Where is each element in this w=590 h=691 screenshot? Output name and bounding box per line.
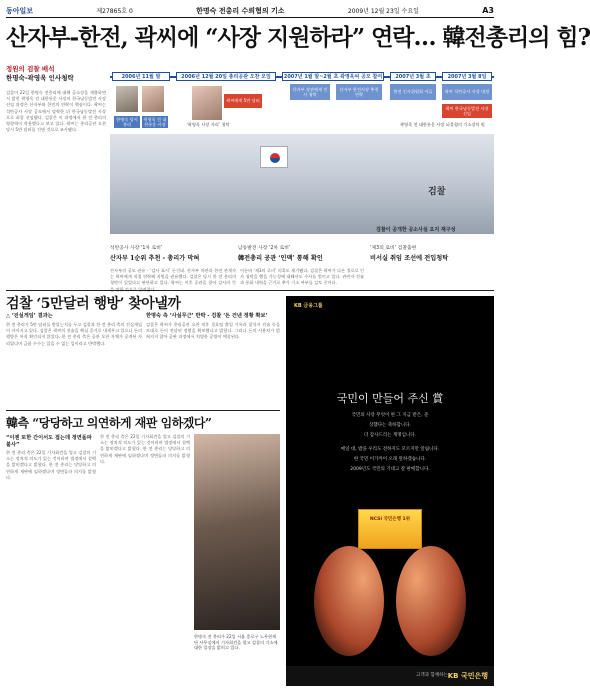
sidebox [6,64,106,86]
section3-headline: 韓측 “당당하고 의연하게 재판 임하겠다” [6,416,212,430]
timeline-note-luncheon: ‘곽영욱 사장 자리’ 청탁 [186,122,230,127]
masthead [6,4,494,18]
ad-footer-brand: KB 국민은행 [447,672,488,680]
section3-body-2: 한 전 총리 측은 22일 기자회견을 열고 검찰의 기소는 정치적 의도가 있는 것이라며 법정에서 결백을 밝히겠다고 밝혔다. 한 전 총리는 당당하고 의연하게 재판에 임하겠다며 정면돌파 의지를 밝혔다. [100,434,190,464]
timeline-box-r5: 곽씨 한국남동발전 사장 선임 [442,104,492,118]
subhead-2: 韓전총리 공관 ‘인맥’ 통해 확인 [238,255,323,262]
ad-award-panel [358,509,422,549]
press-conference-photo [194,434,280,630]
timeline-box-r3: 한전 인사위원회 서류 [390,84,436,100]
subhead-3: 비서실 취임 조선에 전입청탁 [370,255,449,262]
press-conference-caption: 한명숙 전 총리가 22일 서울 종로구 노무현재단 사무실에서 기자회견을 열고 검찰의 기소에 대한 입장을 밝히고 있다. [194,634,278,650]
section2-body-1: 한 전 총리가 5만 달러를 받았는지를 두고 검찰과 한 전 총리 측의 진실게임이 이어지고 있다. 검찰은 곽씨의 진술을 핵심 증거로 내세우고 있으나 돈의 행방은 아직 확인되지 않았다. 한 전 총리 측은 공관 오찬 자체가 공개된 자리였다며 금품 수수는 있을 수 없는 일이라고 반박했다. [6,322,142,346]
section3-body-1: 한 전 총리 측은 22일 기자회견을 열고 검찰의 기소는 정치적 의도가 있는 것이라며 법정에서 결백을 밝히겠다고 밝혔다. 한 전 총리는 당당하고 의연하게 재판에 임하겠다며 정면돌파 의지를 밝혔다. [6,450,96,480]
timeline-box-kwak: 곽영욱 전 대한통운 사장 [143,116,167,127]
photo-luncheon [192,86,222,120]
article-column-c: 이른바 ‘제3의 로비’ 의혹도 제기됐다. 검찰은 곽씨가 다른 경로로 인사 청탁을 했을 가능성에 대해서도 수사를 벌이고 있다. 관련자 진술과 통화 내역을 근거로 추가 기소 여부를 검토 중이다. [240,268,364,286]
ad-brand: KB 금융그룹 [294,303,323,309]
ad-hand-right [396,546,466,656]
subhead-2-kicker: 남동발전 사장 ‘2차 로비’ [238,246,291,251]
article-column-b: 산자부의 공모 권유 - ‘감사 표시’ 돈건네. 산자부 차관과 한전 관계자는 곽씨에게 직접 연락해 지원을 권유했다. 검찰은 당시 한 전 총리의 청탁이 있었다고 판단하고 있다. 곽씨는 이후 공관을 찾아 감사의 뜻 [110,268,236,286]
subhead-1-kicker: 석탄공사 사장 ‘1차 로비’ [110,246,163,251]
ad-copy-1: 국민의 사랑 무엇이 한 그 지금 받은, 준 [351,413,429,418]
timeline-box-han: 한명숙 당시 총리 [114,116,140,128]
photo-caption: 검찰이 공개한 공소사실 요지 재구성 [376,227,456,233]
ad-award-text: NCSI 국민은행 1위 [369,517,411,522]
ad-copy-2: 상했다는 축하합니다. [369,423,411,428]
ad-hand-left [314,546,384,656]
prosecutor-building-photo [110,134,494,234]
article-column-a: 검찰이 22일 한명숙 전총리에 대해 공소장을 제출하면서 밝힌 곽영욱 전 대한통운 사장의 한국남동발전 사장 선임 과정은 산자부와 한전의 연락이 핵심이다. 곽씨는 석탄공사 사장 공모에서 탈락한 뒤 한국남동발전 사장으로 최종 선임됐다. 검찰은 이 과정에서 한 전 총리의 영향력이 작용했다고 보고 있다. 곽씨는 총리공관 오찬 당시 5만 달러를 건넨 것으로 조사됐다. [6,90,106,133]
section2-headline: 검찰 ‘5만달러 행방’ 찾아낼까 [6,296,181,312]
sidebox-deck: 한명숙-곽영욱 인사청탁 [6,74,74,82]
kb-advertisement[interactable] [286,296,494,686]
timeline-box-money: 곽씨에게 5만 달러 [224,94,262,108]
timeline-step-2: 2006년 12월 20일 총리공관 오찬 모임 [176,72,276,81]
ad-copy-5: 한 국민 이가까이 오래 말하겠습니다. [353,457,427,462]
section2-sub2: 한명숙 측 ‘사실무근’ 반박 - 검찰 ‘돈 건넨 정황 확보’ [146,313,268,319]
section-divider [6,290,494,291]
section-title: 한명숙 전총리 수뢰혐의 기소 [196,5,285,15]
sidebox-kicker: 정원의 검찰 배석 [6,65,55,73]
section3-sub: “이젠 또한 간이서도 접는데 정면돌파 불사” [6,435,92,448]
timeline-step-4: 2007년 3월 초 [390,72,436,81]
ad-copy-4: 매일 대, 밥을 우리도 전하지도 모르지만 알림니다. [340,447,440,452]
section-divider-2 [6,410,280,411]
page-number: A3 [482,6,494,15]
ad-footer [286,666,494,686]
timeline-step-1: 2006년 11월 말 [112,72,170,81]
portrait-han [116,86,138,112]
building-sign: 검찰 [428,187,446,197]
issue-date: 2009년 12월 23일 수요일 [347,8,419,15]
paper-logo: 동아일보 [6,6,34,15]
timeline-box-r1: 산자부 장관에게 인사 청탁 [290,84,330,100]
subheads-row [110,244,494,268]
timeline-box-r2: 산자부 한전사장 추천 연락 [336,84,382,100]
timeline-note-bottom: 곽영욱 전 대한통운 사장 뇌물혐의 기소장의 원 [400,122,485,127]
ad-copy-3: 더 감사드리는 계명입니다. [363,433,417,438]
ad-title: 국민이 만들어 주신 賞 [336,392,444,405]
ad-copy-6: 2009년도 국민의 기대고 잘 판매합니다. [350,467,430,472]
section2-body-2: 검찰은 곽씨가 총리공관 오찬 직후 경호팀 출입 기록과 참석자 진술 등을 토대로 돈이 전달된 정황을 확보했다고 밝혔다. 그러나 돈의 사용처가 밝혀지지 않아 공판 과정에서 치열한 공방이 예상된다. [146,322,280,340]
flag-icon [260,146,288,168]
timeline-graphic [110,60,494,238]
ad-footer-tagline: 고객과 함께하는 [416,673,448,678]
subhead-3-kicker: ‘제3의 로비’ 검찰출현 [370,246,417,251]
portrait-kwak [142,86,164,112]
timeline-box-r4: 곽씨 석탄공사 사장 내정 [442,84,492,100]
subhead-1: 산자부 1순위 추천 - 총리가 막혀 [110,255,200,262]
section2-sub1: △ ‘진실게임’ 결과는 [6,313,53,319]
issue-number: 제27865호 0 [96,8,133,15]
timeline-step-5: 2007년 3월 8일 [442,72,492,81]
timeline-step-3: 2007년 1월 말~2월 초 곽영욱씨 공모 참여 [283,74,383,80]
page-headline: 산자부-한전, 곽씨에 “사장 지원하라” 연락… 韓전총리의 힘? [6,24,590,51]
